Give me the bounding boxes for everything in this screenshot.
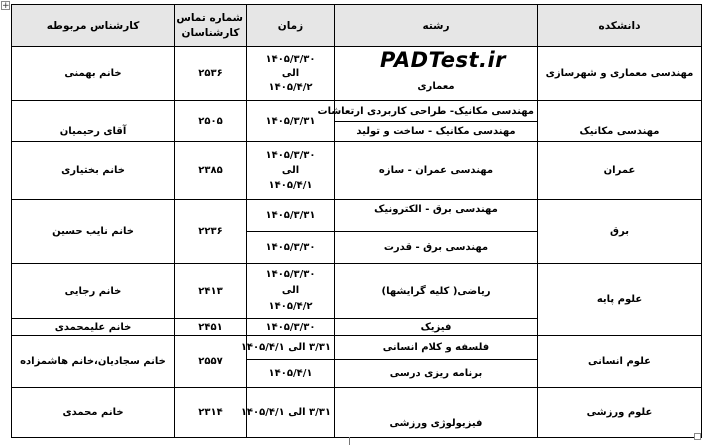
time-separator: الی bbox=[281, 165, 300, 176]
field-cell: مهندسی برق - قدرت bbox=[335, 232, 538, 264]
contact-cell: ۲۳۱۴ bbox=[175, 388, 247, 438]
contact-cell: ۲۵۳۶ bbox=[175, 47, 247, 101]
field-cell: فیزیولوژی ورزشی bbox=[335, 388, 538, 438]
time-end: ۱۴۰۵/۴/۲ bbox=[268, 301, 313, 312]
time-cell bbox=[247, 47, 335, 101]
header-contact bbox=[175, 5, 247, 47]
header-row bbox=[12, 5, 702, 47]
contact-cell: ۲۴۵۱ bbox=[175, 319, 247, 336]
expert-cell: آقای رحیمیان bbox=[12, 101, 175, 142]
contact-cell: ۲۵۰۵ bbox=[175, 101, 247, 142]
contact-cell: ۲۲۳۶ bbox=[175, 200, 247, 264]
table-row bbox=[12, 200, 702, 232]
table-row bbox=[12, 142, 702, 200]
table-row bbox=[12, 101, 702, 122]
faculty-cell: برق bbox=[538, 200, 702, 264]
header-faculty: دانشکده bbox=[538, 5, 702, 47]
contact-cell: ۲۵۵۷ bbox=[175, 336, 247, 388]
time-end: ۱۴۰۵/۴/۲ bbox=[268, 81, 313, 93]
expert-cell: خانم نایب حسین bbox=[12, 200, 175, 264]
table-row bbox=[12, 388, 702, 438]
contact-cell: ۲۳۸۵ bbox=[175, 142, 247, 200]
page-break-marker bbox=[349, 437, 350, 445]
time-cell: ۱۴۰۵/۳/۳۱ bbox=[247, 101, 335, 142]
faculty-cell: علوم انسانی bbox=[538, 336, 702, 388]
time-cell bbox=[247, 142, 335, 200]
faculty-cell: علوم ورزشی bbox=[538, 388, 702, 438]
field-cell: فیزیک bbox=[335, 319, 538, 336]
field-cell: مهندسی مکانیک - ساخت و تولید bbox=[335, 122, 538, 142]
time-separator: الی bbox=[281, 67, 300, 79]
expert-cell: خانم محمدی bbox=[12, 388, 175, 438]
time-cell bbox=[247, 264, 335, 319]
header-time: زمان bbox=[247, 5, 335, 47]
expert-cell: خانم سجادیان،خانم هاشمزاده bbox=[12, 336, 175, 388]
expert-cell: خانم رجایی bbox=[12, 264, 175, 319]
field-cell: مهندسی عمران - سازه bbox=[335, 142, 538, 200]
faculty-cell: علوم پایه bbox=[538, 264, 702, 336]
field-cell: مهندسی برق - الکترونیک bbox=[335, 200, 538, 232]
header-contact-line-1: شماره تماس bbox=[176, 11, 243, 24]
time-end: ۱۴۰۵/۴/۱ bbox=[268, 180, 313, 191]
watermark-logo: PADTest.ir bbox=[379, 48, 507, 72]
time-cell: ۳/۳۱ الی ۱۴۰۵/۴/۱ bbox=[247, 336, 335, 360]
table-row bbox=[12, 264, 702, 319]
header-expert: کارشناس مربوطه bbox=[12, 5, 175, 47]
time-cell: ۱۴۰۵/۳/۳۱ bbox=[247, 200, 335, 232]
time-start: ۱۴۰۵/۳/۳۰ bbox=[265, 150, 316, 161]
faculty-cell: مهندسی معماری و شهرسازی bbox=[538, 47, 702, 101]
time-cell: ۳/۳۱ الی ۱۴۰۵/۴/۱ bbox=[247, 388, 335, 438]
header-field: رشته bbox=[335, 5, 538, 47]
time-cell: ۱۴۰۵/۴/۱ bbox=[247, 360, 335, 388]
table-move-handle-icon[interactable]: + bbox=[2, 1, 10, 11]
time-cell: ۱۴۰۵/۳/۳۰ bbox=[247, 319, 335, 336]
field-name: معماری bbox=[417, 81, 455, 92]
expert-cell: خانم بختیاری bbox=[12, 142, 175, 200]
faculty-cell: مهندسی مکانیک bbox=[538, 101, 702, 142]
expert-cell: خانم علیمحمدی bbox=[12, 319, 175, 336]
time-cell: ۱۴۰۵/۳/۳۰ bbox=[247, 232, 335, 264]
faculty-cell: عمران bbox=[538, 142, 702, 200]
time-separator: الی bbox=[281, 285, 300, 296]
time-start: ۱۴۰۵/۳/۳۰ bbox=[265, 269, 316, 280]
field-cell: ریاضی( کلیه گرایشها) bbox=[335, 264, 538, 319]
table-resize-handle-icon[interactable] bbox=[694, 433, 701, 440]
header-contact-line-2: کارشناسان bbox=[181, 26, 240, 39]
field-cell: فلسفه و کلام انسانی bbox=[335, 336, 538, 360]
time-start: ۱۴۰۵/۳/۳۰ bbox=[265, 53, 316, 65]
table-row bbox=[12, 336, 702, 360]
expert-cell: خانم بهمنی bbox=[12, 47, 175, 101]
contact-cell: ۲۴۱۳ bbox=[175, 264, 247, 319]
field-cell: برنامه ریزی درسی bbox=[335, 360, 538, 388]
field-cell: مهندسی مکانیک- طراحی کاربردی ارتعاشات bbox=[335, 101, 538, 122]
